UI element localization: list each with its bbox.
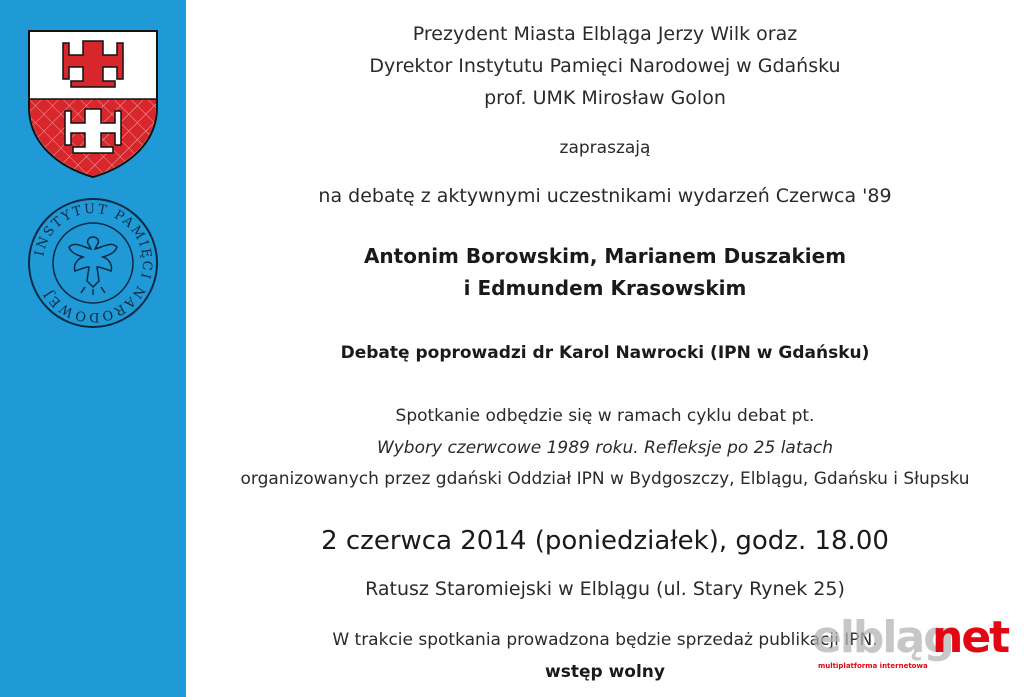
elblag-net-watermark (812, 612, 1009, 672)
host-line-3: prof. UMK Mirosław Golon (484, 87, 726, 109)
blue-sidebar (0, 0, 186, 697)
watermark-brand-part-1: elbląg (812, 612, 953, 663)
seal-ring-text: INSTYTUT PAMIĘCI NARODOWEJ (32, 201, 155, 325)
elblag-coat-of-arms-icon (27, 29, 159, 179)
host-line-1: Prezydent Miasta Elbląga Jerzy Wilk oraz (412, 23, 798, 45)
sales-note: W trakcie spotkania prowadzona będzie sprzedaż publikacji IPN. (332, 630, 878, 650)
moderator-line: Debatę poprowadzi dr Karol Nawrocki (IPN w Gdańsku) (340, 343, 870, 363)
invitation-body (186, 0, 1024, 697)
cycle-line-1: Spotkanie odbędzie się w ramach cyklu debat pt. (395, 406, 815, 426)
invite-verb: zapraszają (559, 138, 651, 158)
watermark-brand-part-2: net (932, 612, 1009, 663)
host-line-2: Dyrektor Instytutu Pamięci Narodowej w Gdańsku (369, 55, 841, 77)
debate-intro: na debatę z aktywnymi uczestnikami wydarzeń Czerwca '89 (318, 185, 892, 207)
svg-text:INSTYTUT PAMIĘCI NARODOWEJ (32, 202, 154, 324)
cycle-line-3: organizowanych przez gdański Oddział IPN w Bydgoszczy, Elblągu, Gdańsku i Słupsku (240, 469, 970, 489)
watermark-tagline: multiplatforma internetowa (818, 662, 928, 670)
admission-note: wstęp wolny (545, 662, 665, 682)
event-venue: Ratusz Staromiejski w Elblągu (ul. Stary Rynek 25) (365, 578, 845, 600)
eagle-icon (69, 237, 117, 295)
ipn-seal-icon (25, 195, 161, 331)
cycle-title: Wybory czerwcowe 1989 roku. Refleksje po 25 latach (376, 438, 834, 458)
event-date-time: 2 czerwca 2014 (poniedziałek), godz. 18.00 (321, 526, 889, 556)
participants-line-1: Antonim Borowskim, Marianem Duszakiem (363, 244, 847, 268)
participants-line-2: i Edmundem Krasowskim (463, 276, 747, 300)
